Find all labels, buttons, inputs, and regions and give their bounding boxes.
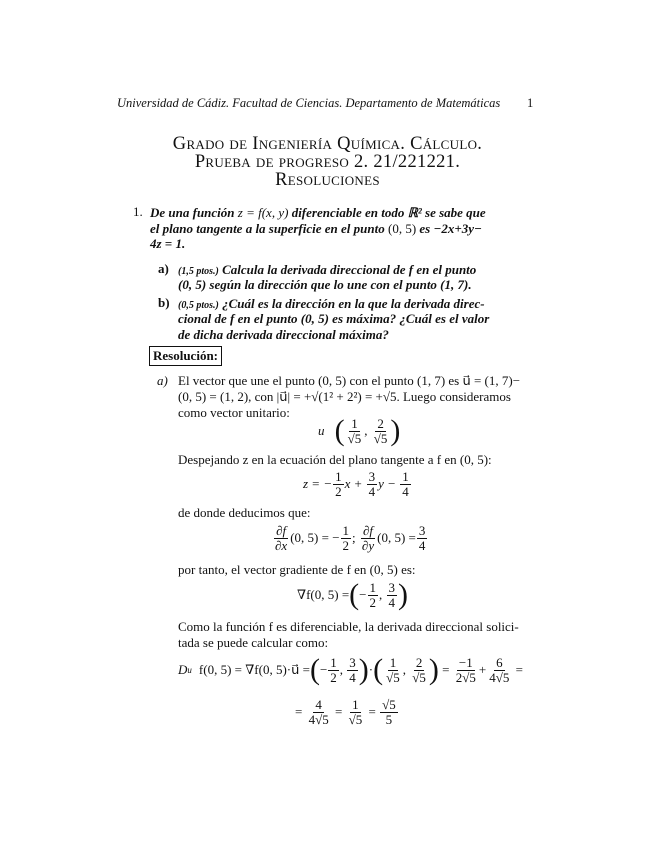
part-b-line-3: de dicha derivada direccional máxima?: [178, 327, 389, 342]
resolution-p3: de donde deducimos que:: [178, 505, 311, 520]
resolution-p5-line-1: Como la función f es diferenciable, la derivada direccional solici-: [178, 619, 519, 634]
problem-line-1: De una función z = f(x, y) diferenciable en todo ℝ² se sabe que: [150, 205, 486, 220]
plane-equation: z = − $\frac{1}{2}$ x + $\frac{3}{4}$ y − $\frac{1}{4}$: [303, 468, 409, 499]
part-a-label: a): [158, 261, 169, 276]
part-b-label: b): [158, 295, 170, 310]
partial-derivatives-equation: $\frac{\partial f}{\partial x}$ (0, 5) = − $\frac{1}{2}$ ; $\frac{\partial f}{\partial y}$ (0, 5) = $\frac{3}{4}$: [275, 522, 426, 553]
resolution-p2: Despejando z en la ecuación del plano tangente a f en (0, 5):: [178, 452, 492, 467]
page-number: 1: [527, 96, 534, 110]
gradient-equation: ∇f(0, 5) = ( − $\frac{1}{2}$ , $\frac{3}{4}$ ): [297, 578, 408, 611]
part-b-line-1: (0,5 ptos.) ¿Cuál es la dirección en la que la derivada direc-: [178, 296, 485, 311]
part-b-line-2: cional de f en el punto (0, 5) es máxima? ¿Cuál es el valor: [178, 311, 490, 326]
resolution-a-label: a): [157, 373, 168, 388]
directional-derivative-equation-1: D u⃗ f(0, 5) = ∇f(0, 5)·u⃗ = ( − $\frac{1}{2}$ , $\frac{3}{4}$ ) · ( $\frac{1}{√5}$ , $\frac{2}{√5}$ ) = $\frac{-1}{2√5}$ + $\frac{6}{4√5}$ =: [178, 653, 523, 686]
problem-number: 1.: [133, 204, 143, 219]
title-line-3: Resoluciones: [275, 170, 380, 190]
resolution-p1-line-3: como vector unitario:: [178, 405, 290, 420]
unit-vector-equation: u⃗ ( $\frac{1}{√5}$ , $\frac{2}{√5}$ ): [318, 414, 401, 447]
resolution-p5-line-2: tada se puede calcular como:: [178, 635, 329, 650]
resolution-p1-line-2: (0, 5) = (1, 2), con |u⃗| = +√(1² + 2²) = +√5. Luego consideramos: [178, 389, 511, 404]
problem-line-3: 4z = 1.: [150, 236, 186, 251]
part-a-line-1: (1,5 ptos.) Calcula la derivada direccional de f en el punto: [178, 262, 477, 277]
part-a-line-2: (0, 5) según la dirección que lo une con el punto (1, 7).: [178, 277, 472, 292]
running-head: Universidad de Cádiz. Facultad de Ciencias. Departamento de Matemáticas: [117, 96, 501, 110]
resolution-p1-line-1: El vector que une el punto (0, 5) con el punto (1, 7) es u⃗ = (1, 7)−: [178, 373, 521, 388]
resolution-label: Resolución:: [149, 346, 222, 366]
title-line-1: Grado de Ingeniería Química. Cálculo.: [172, 134, 483, 154]
resolution-p4: por tanto, el vector gradiente de f en (0, 5) es:: [178, 562, 416, 577]
directional-derivative-equation-2: = $\frac{4}{4√5}$ = $\frac{1}{√5}$ = $\frac{√5}{5}$: [295, 696, 396, 727]
title-line-2: Prueba de progreso 2. 21/221221.: [194, 152, 461, 172]
problem-line-2: el plano tangente a la superficie en el punto (0, 5) es −2x+3y−: [150, 221, 482, 236]
